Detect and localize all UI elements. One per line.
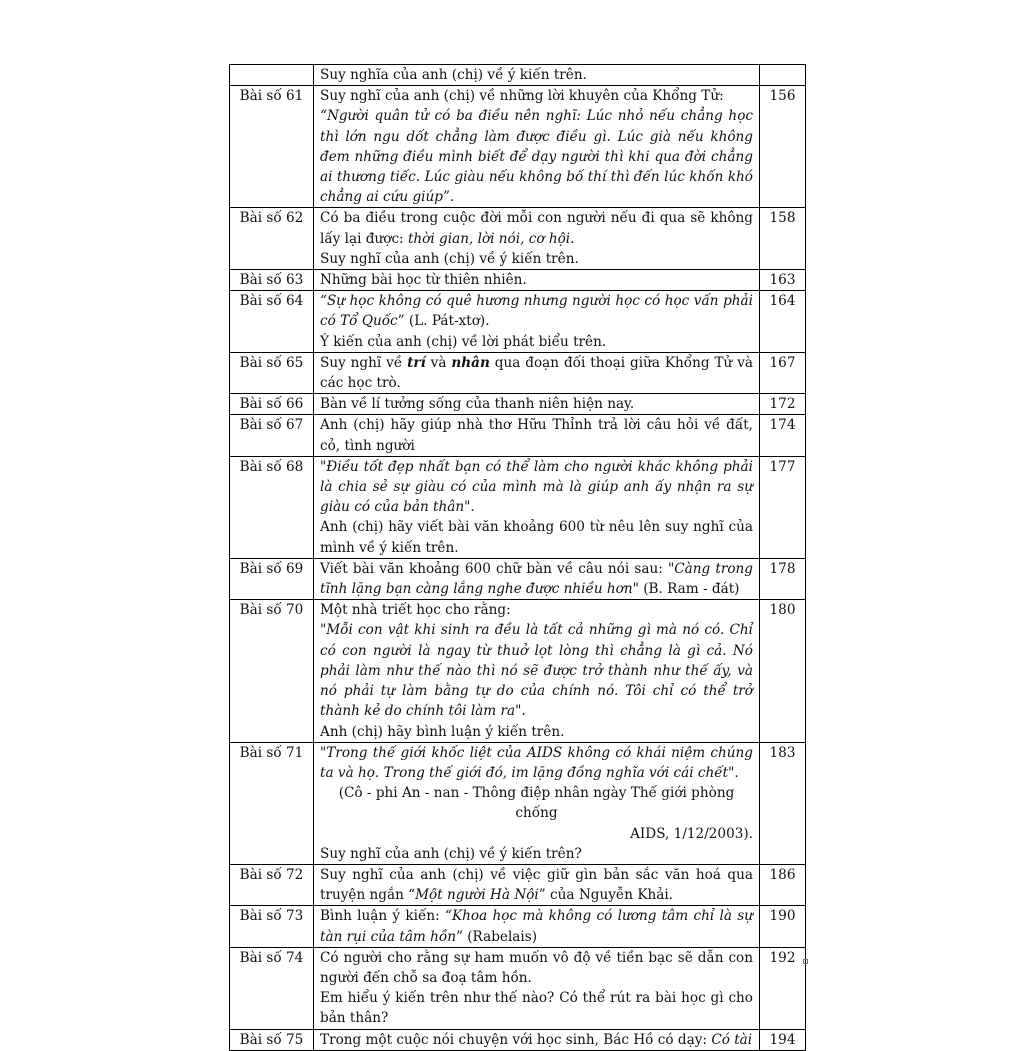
table-row [230, 742, 806, 864]
table-row [230, 352, 806, 393]
row-quote: “Người quân tử có ba điều nên nghĩ: Lúc nhỏ nếu chẳng học thì lớn ngu dốt chẳng làm được điều gì. Lúc già nếu không đem những điều mình biết để dạy người thì khi qua đời chẳng ai thương tiếc. Lúc giàu nếu không bố thí thì đến lúc khốn khó chẳng ai cứu giúp [320, 108, 753, 206]
row-label: Bài số 62 [230, 208, 314, 270]
row-emphasis: nhân [451, 354, 490, 371]
row-content [314, 742, 760, 864]
row-label: Bài số 74 [230, 947, 314, 1029]
table-row [230, 208, 806, 270]
row-text: Suy nghĩ về [320, 354, 408, 371]
row-content [314, 415, 760, 456]
row-label: Bài số 67 [230, 415, 314, 456]
table-row [230, 86, 806, 208]
row-label: Bài số 72 [230, 864, 314, 905]
text-boundary-marker [803, 959, 808, 964]
row-label: Bài số 63 [230, 270, 314, 291]
row-text: Anh (chị) hãy giúp nhà thơ Hữu Thỉnh trả lời câu hỏi về đất, cỏ, tình người [320, 417, 753, 454]
row-text: Có ba điều trong cuộc đời mỗi con người nếu đi qua sẽ không lấy lại được: [320, 210, 753, 247]
row-text: qua đoạn đối thoại giữa Khổng Tử và các học trò. [320, 354, 753, 392]
row-text-2: Em hiểu ý kiến trên như thế nào? Có thể rút ra bài học gì cho bản thân? [320, 990, 753, 1027]
table-row [230, 947, 806, 1029]
table-row [230, 394, 806, 415]
row-tail: ". [515, 703, 526, 720]
row-text: Viết bài văn khoảng 600 chữ bàn về câu nói sau: " [320, 560, 675, 577]
row-content [314, 1029, 760, 1050]
row-text: Một nhà triết học cho rằng: [320, 602, 511, 619]
page-number: 190 [760, 906, 806, 947]
row-tail: ". [728, 764, 739, 781]
row-text: Có người cho rằng sự ham muốn vô độ về tiền bạc sẽ dẫn con người đến chỗ sa đoạ tâm hồn. [320, 949, 753, 986]
row-source: (Cô - phi An - nan - Thông điệp nhân ngày Thế giới phòng chống [338, 785, 735, 822]
row-label: Bài số 65 [230, 352, 314, 393]
row-text: Bàn về lí tưởng sống của thanh niên hiện nay. [320, 396, 635, 413]
page-number: 194 [760, 1029, 806, 1050]
table-row [230, 864, 806, 905]
row-quote: thời gian, lời nói, cơ hội. [407, 230, 575, 247]
row-tail: ” (L. Pát-xtơ). [397, 313, 490, 330]
row-content [314, 352, 760, 393]
row-content [314, 456, 760, 558]
row-text-2: Anh (chị) hãy bình luận ý kiến trên. [320, 723, 565, 740]
row-tail: ” (Rabelais) [455, 928, 538, 945]
row-label: Bài số 69 [230, 558, 314, 599]
row-emphasis: trí [407, 354, 426, 371]
page-number: 158 [760, 208, 806, 270]
row-tail: ". [464, 499, 475, 516]
table-of-contents [229, 64, 806, 1051]
row-text: Suy nghĩ của anh (chị) về những lời khuyên của Khổng Tử: [320, 88, 724, 105]
page-number: 178 [760, 558, 806, 599]
page-number: 164 [760, 291, 806, 353]
page-number: 192 [760, 947, 806, 1029]
row-quote: Một người Hà Nội [415, 887, 539, 904]
page-number: 177 [760, 456, 806, 558]
page-number: 156 [760, 86, 806, 208]
row-text: Bình luận ý kiến: [320, 908, 445, 925]
row-quote: Có tài [711, 1031, 753, 1048]
row-text-2: Ý kiến của anh (chị) về lời phát biểu trên. [320, 333, 607, 350]
table-row [230, 291, 806, 353]
page-number: 172 [760, 394, 806, 415]
row-label: Bài số 70 [230, 600, 314, 742]
row-content [314, 947, 760, 1029]
page-number: 180 [760, 600, 806, 742]
page-number: 163 [760, 270, 806, 291]
row-text-2: Suy nghĩ của anh (chị) về ý kiến trên? [320, 845, 582, 862]
row-tail: ”. [442, 189, 455, 206]
row-text: và [425, 354, 452, 371]
row-content [314, 270, 760, 291]
row-quote: Càng trong tĩnh lặng bạn càng lắng nghe được nhiều hơn [320, 560, 753, 598]
row-quote: “Khoa học mà không có lương tâm chỉ là sự tàn rụi của tâm hồn [320, 908, 753, 945]
row-source: AIDS, 1/12/2003). [630, 825, 753, 842]
table-row [230, 558, 806, 599]
row-content [314, 864, 760, 905]
row-content [314, 558, 760, 599]
table-row [230, 270, 806, 291]
table-row [230, 906, 806, 947]
page-number: 186 [760, 864, 806, 905]
row-label: Bài số 66 [230, 394, 314, 415]
row-label: Bài số 64 [230, 291, 314, 353]
row-content [314, 600, 760, 742]
row-tail: " (B. Ram - đát) [632, 581, 740, 598]
row-quote: "Mỗi con vật khi sinh ra đều là tất cả những gì mà nó có. Chỉ có con người là ngay từ thuở lọt lòng thì chẳng là gì cả. Nó phải làm như thế nào thì nó sẽ được trở thành như thế ấy, và nó phải tự làm bằng tự do của chính nó. Tôi chỉ có thể trở thành kẻ do chính tôi làm ra [320, 622, 753, 720]
row-quote: "Điều tốt đẹp nhất bạn có thể làm cho người khác không phải là chia sẻ sự giàu có của mình mà là giúp anh ấy nhận ra sự giàu có của bản thân [320, 458, 753, 516]
page-number: 183 [760, 742, 806, 864]
row-tail: ” của Nguyễn Khải. [538, 887, 673, 904]
row-content [314, 906, 760, 947]
row-content [314, 208, 760, 270]
row-text: Những bài học từ thiên nhiên. [320, 272, 527, 289]
row-text-2: Anh (chị) hãy viết bài văn khoảng 600 từ nêu lên suy nghĩ của mình về ý kiến trên. [320, 519, 753, 556]
row-quote: “Sự học không có quê hương nhưng người học có học vấn phải có Tổ Quốc [320, 293, 753, 330]
row-label: Bài số 73 [230, 906, 314, 947]
row-content [314, 394, 760, 415]
row-label: Bài số 68 [230, 456, 314, 558]
row-text: Trong một cuộc nói chuyện với học sinh, Bác Hồ có dạy: [320, 1031, 712, 1048]
row-label: Bài số 71 [230, 742, 314, 864]
table-row [230, 1029, 806, 1050]
row-content [314, 86, 760, 208]
row-label: Bài số 61 [230, 86, 314, 208]
row-label: Bài số 75 [230, 1029, 314, 1050]
row-quote: "Trong thế giới khốc liệt của AIDS không có khái niệm chúng ta và họ. Trong thế giới đó, im lặng đồng nghĩa với cái chết [320, 744, 753, 781]
page-number: 167 [760, 352, 806, 393]
row-text: Suy nghĩa của anh (chị) về ý kiến trên. [320, 67, 587, 83]
row-text: Suy nghĩ của anh (chị) về việc giữ gìn bản sắc văn hoá qua truyện ngắn “ [320, 866, 753, 904]
row-content [314, 291, 760, 353]
table-row [230, 600, 806, 742]
page-number [760, 65, 806, 86]
row-label [230, 65, 314, 86]
table-row [230, 415, 806, 456]
row-content [314, 65, 760, 86]
page-number: 174 [760, 415, 806, 456]
table-row [230, 456, 806, 558]
row-text-2: Suy nghĩ của anh (chị) về ý kiến trên. [320, 250, 579, 267]
table-row [230, 65, 806, 86]
